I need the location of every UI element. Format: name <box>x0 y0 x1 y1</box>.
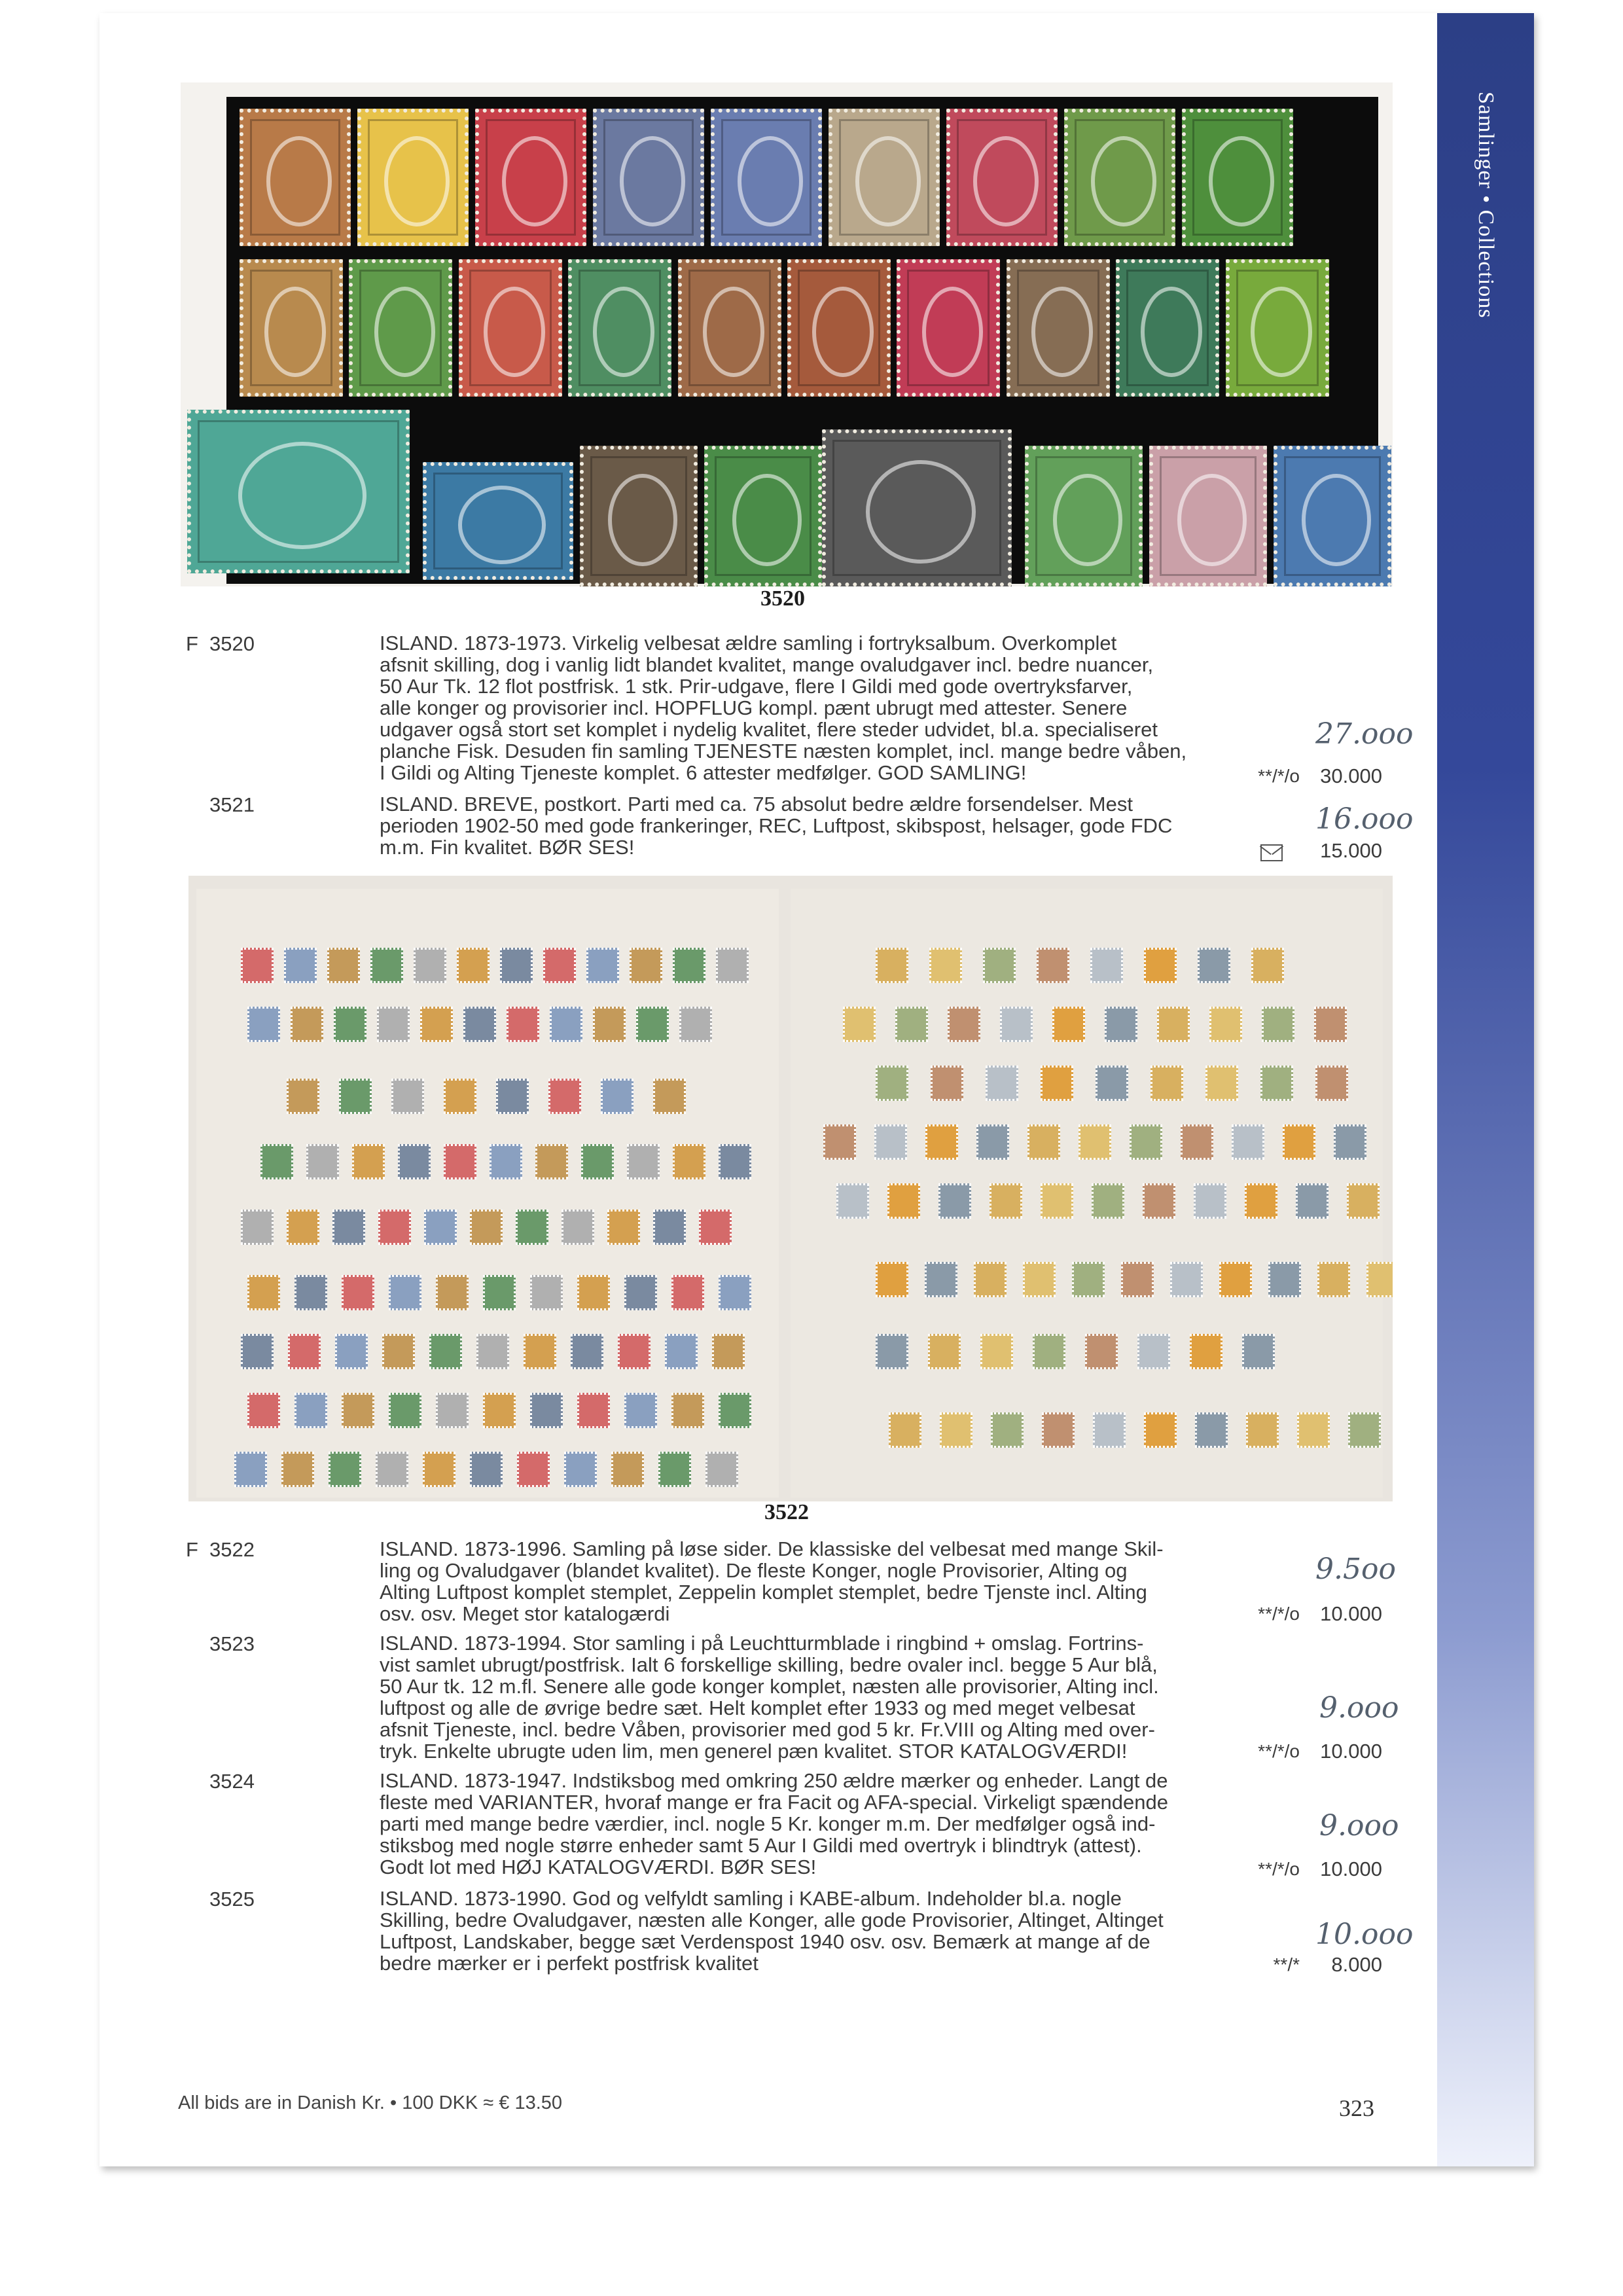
album-stamp-image <box>624 1393 657 1428</box>
page-number: 323 <box>1339 2095 1374 2121</box>
album-stamp-image <box>306 1144 339 1179</box>
description-line: fleste med VARIANTER, hvoraf mange er fra Facit og AFA-special. Virkeligt spændende <box>380 1791 1168 1814</box>
stamp-image <box>580 446 698 586</box>
album-stamp-image <box>284 948 317 983</box>
album-stamp-image <box>658 1452 691 1487</box>
stamp-image <box>946 109 1058 246</box>
description-line: ISLAND. 1873-1996. Samling på løse sider. De klassiske del velbesat med mange Skil- <box>380 1537 1164 1560</box>
album-stamp-image <box>335 1334 368 1369</box>
stamp-oval <box>703 287 764 378</box>
description-line: planche Fisk. Desuden fin samling TJENESTE næsten komplet, incl. mange bedre våben, <box>380 740 1187 762</box>
handwritten-bid: 16.ooo <box>1315 802 1414 836</box>
stamp-oval <box>620 136 685 227</box>
stamp-image <box>187 410 410 573</box>
stamp-oval <box>266 136 332 227</box>
album-stamp-image <box>1232 1124 1264 1160</box>
album-stamp-image <box>665 1334 698 1369</box>
album-stamp-image <box>370 948 403 983</box>
description-line: vist samlet ubrugt/postfrisk. Ialt 6 forskellige skilling, bedre ovaler incl. begge 5 Aur blå, <box>380 1653 1158 1676</box>
handwritten-bid: 9.ooo <box>1319 1691 1399 1725</box>
album-stamp-image <box>1027 1124 1060 1160</box>
album-stamp-image <box>673 948 705 983</box>
description-line: Skilling, bedre Ovaludgaver, næsten alle Konger, alle gode Provisorier, Altinget, Altinget <box>380 1909 1164 1931</box>
album-stamp-image <box>679 1007 712 1042</box>
album-stamp-image <box>342 1393 374 1428</box>
album-stamp-image <box>719 1393 751 1428</box>
album-stamp-image <box>517 1452 550 1487</box>
album-stamp-image <box>1041 1066 1073 1101</box>
album-stamp-image <box>630 948 662 983</box>
stamp-image <box>678 259 781 397</box>
album-stamp-image <box>699 1210 732 1245</box>
lot-price: 8.000 <box>1331 1953 1382 1976</box>
stamp-oval <box>922 287 984 378</box>
album-stamp-image <box>581 1144 614 1179</box>
lot-description <box>380 1538 1217 1624</box>
album-stamp-image <box>1268 1262 1301 1297</box>
stamp-image <box>1116 259 1219 397</box>
album-stamp-image <box>247 1393 280 1428</box>
album-stamp-image <box>1105 1007 1137 1042</box>
album-stamp-image <box>1079 1124 1111 1160</box>
album-stamp-image <box>530 1275 563 1310</box>
album-stamp-image <box>1366 1262 1393 1297</box>
album-stamp-image <box>424 1210 457 1245</box>
album-stamp-image <box>1144 948 1177 983</box>
album-stamp-image <box>1315 1066 1348 1101</box>
stamp-oval <box>238 442 366 549</box>
stamp-image <box>593 109 704 246</box>
description-line: 50 Aur tk. 12 m.fl. Senere alle gode konger komplet, næsten alle provisorier, Alting incl. <box>380 1675 1159 1698</box>
album-stamp-image <box>470 1210 503 1245</box>
album-stamp-image <box>1262 1007 1294 1042</box>
album-stamp-image <box>1037 948 1069 983</box>
album-stamp-image <box>673 1144 705 1179</box>
album-stamp-image <box>463 1007 496 1042</box>
stamp-image <box>1149 446 1267 586</box>
lot-price: 10.000 <box>1320 1857 1382 1880</box>
album-stamp-image <box>1000 1007 1033 1042</box>
album-stamp-image <box>876 948 908 983</box>
album-stamp-image <box>1033 1334 1065 1369</box>
album-stamp-image <box>329 1452 361 1487</box>
stamp-oval <box>1031 287 1093 378</box>
album-stamp-image <box>377 1007 410 1042</box>
stamp-oval <box>973 136 1039 227</box>
album-stamp-image <box>974 1262 1007 1297</box>
album-stamp-image <box>281 1452 314 1487</box>
album-stamp-image <box>948 1007 980 1042</box>
album-stamp-image <box>476 1334 509 1369</box>
album-stamp-image <box>601 1079 633 1114</box>
lot-number: 3524 <box>209 1770 255 1793</box>
album-stamp-image <box>938 1183 971 1219</box>
description-line: afsnit skilling, dog i vanlig lidt blandet kvalitet, mange ovaludgaver incl. bedre nuancer, <box>380 653 1154 676</box>
description-line: udgaver også stort set komplet i nydelig kvalitet, flere steder udvidet, bl.a. specialiseret <box>380 718 1158 741</box>
description-line: Godt lot med HØJ KATALOGVÆRDI. BØR SES! <box>380 1856 817 1878</box>
album-stamp-image <box>980 1334 1013 1369</box>
stamp-image <box>423 462 573 580</box>
album-stamp-image <box>291 1007 323 1042</box>
album-stamp-image <box>1334 1124 1366 1160</box>
stamp-oval <box>1209 136 1274 227</box>
album-stamp-image <box>524 1334 556 1369</box>
album-stamp-image <box>719 1144 751 1179</box>
description-line: ISLAND. 1873-1973. Virkelig velbesat ældre samling i fortryksalbum. Overkomplet <box>380 632 1117 655</box>
stamp-collection-photo <box>181 82 1393 586</box>
album-stamp-image <box>288 1334 321 1369</box>
album-stamp-image <box>1096 1066 1128 1101</box>
description-line: 50 Aur Tk. 12 flot postfrisk. 1 stk. Prir-udgave, flere I Gildi med gode overtryksfarver, <box>380 675 1133 698</box>
handwritten-bid: 9.ooo <box>1319 1809 1399 1842</box>
stamp-oval <box>484 287 545 378</box>
lot-number: 3523 <box>209 1632 255 1655</box>
stamp-image <box>1064 109 1175 246</box>
album-stamp-image <box>1246 1412 1279 1448</box>
handwritten-bid: 10.ooo <box>1315 1918 1414 1951</box>
album-stamp-image <box>391 1079 424 1114</box>
album-stamp-image <box>887 1183 920 1219</box>
album-stamp-image <box>1195 1412 1228 1448</box>
album-stamp-image <box>389 1393 421 1428</box>
album-stamp-image <box>376 1452 408 1487</box>
stamp-image <box>568 259 671 397</box>
stamp-image <box>787 259 891 397</box>
album-stamp-image <box>627 1144 660 1179</box>
album-stamp-image <box>1137 1334 1170 1369</box>
album-stamp-image <box>414 948 446 983</box>
album-stamp-image <box>1348 1412 1381 1448</box>
stamp-oval <box>608 474 677 567</box>
stamp-image <box>349 259 452 397</box>
album-stamp-image <box>564 1452 597 1487</box>
album-stamp-image <box>423 1452 455 1487</box>
stamp-oval <box>593 287 654 378</box>
lot-number: 3525 <box>209 1888 255 1910</box>
album-stamp-image <box>618 1334 651 1369</box>
album-pages-photo <box>188 876 1393 1501</box>
album-stamp-image <box>712 1334 745 1369</box>
album-stamp-image <box>925 1124 958 1160</box>
stamp-image <box>829 109 940 246</box>
album-stamp-image <box>1181 1124 1213 1160</box>
lot-price: 10.000 <box>1320 1740 1382 1763</box>
album-stamp-image <box>429 1334 462 1369</box>
album-stamp-image <box>624 1275 657 1310</box>
stamp-image <box>475 109 586 246</box>
album-stamp-image <box>530 1393 563 1428</box>
album-stamp-image <box>991 1412 1024 1448</box>
album-stamp-image <box>611 1452 644 1487</box>
album-stamp-image <box>483 1275 516 1310</box>
album-stamp-image <box>836 1183 869 1219</box>
handwritten-bid: 9.5oo <box>1315 1552 1396 1586</box>
stamp-oval <box>1177 474 1247 567</box>
album-stamp-image <box>436 1275 469 1310</box>
album-stamp-image <box>382 1334 415 1369</box>
stamp-oval <box>1091 136 1156 227</box>
album-stamp-image <box>234 1452 267 1487</box>
album-stamp-image <box>490 1144 522 1179</box>
album-stamp-image <box>327 948 360 983</box>
description-line: tryk. Enkelte ubrugte uden lim, men generel pæn kvalitet. STOR KATALOGVÆRDI! <box>380 1740 1128 1763</box>
album-stamp-image <box>1296 1183 1329 1219</box>
album-stamp-image <box>1198 948 1230 983</box>
stamp-image <box>1007 259 1110 397</box>
stamp-oval <box>374 287 436 378</box>
album-stamp-image <box>1314 1007 1347 1042</box>
album-stamp-image <box>671 1275 704 1310</box>
stamp-image <box>822 429 1012 586</box>
album-stamp-image <box>925 1262 957 1297</box>
album-stamp-image <box>260 1144 293 1179</box>
album-stamp-image <box>976 1124 1009 1160</box>
stamp-image <box>1226 259 1329 397</box>
stamp-image <box>240 109 351 246</box>
lot-number: 3521 <box>209 793 255 816</box>
album-stamp-image <box>1023 1262 1056 1297</box>
album-stamp-image <box>1042 1412 1075 1448</box>
album-stamp-image <box>294 1393 327 1428</box>
album-stamp-image <box>1297 1412 1330 1448</box>
album-stamp-image <box>1072 1262 1105 1297</box>
description-line: stiksbog med nogle større enheder samt 5 Aur I Gildi med overtryk i blindtryk (attest). <box>380 1834 1142 1857</box>
description-line: ISLAND. 1873-1947. Indstiksbog med omkring 250 ældre mærker og enheder. Langt de <box>380 1769 1168 1792</box>
album-stamp-image <box>535 1144 568 1179</box>
section-title-text: Samlinger • Collections <box>1474 92 1498 319</box>
album-stamp-image <box>705 1452 738 1487</box>
description-line: I Gildi og Alting Tjeneste komplet. 6 attester medfølger. GOD SAMLING! <box>380 761 1027 784</box>
lot-description <box>380 632 1217 783</box>
lot-description <box>380 1770 1217 1878</box>
stamp-oval <box>732 474 802 567</box>
album-stamp-image <box>562 1210 594 1245</box>
album-stamp-image <box>516 1210 548 1245</box>
stamp-image <box>704 446 822 586</box>
album-stamp-image <box>420 1007 453 1042</box>
figure-label-3522: 3522 <box>764 1500 809 1524</box>
album-stamp-image <box>593 1007 626 1042</box>
album-stamp-image <box>1347 1183 1380 1219</box>
album-stamp-image <box>241 1210 274 1245</box>
album-stamp-image <box>983 948 1016 983</box>
album-stamp-image <box>986 1066 1018 1101</box>
stamp-image <box>357 109 469 246</box>
lot-prefix: F <box>186 632 198 655</box>
lot-price: 30.000 <box>1320 764 1382 787</box>
album-stamp-image <box>1219 1262 1252 1297</box>
album-stamp-image <box>241 1334 274 1369</box>
album-stamp-image <box>940 1412 972 1448</box>
figure-label-3520: 3520 <box>760 586 805 611</box>
album-stamp-image <box>507 1007 539 1042</box>
album-stamp-image <box>1251 948 1284 983</box>
album-stamp-image <box>1194 1183 1226 1219</box>
stamp-oval <box>855 136 921 227</box>
stamp-image <box>1025 446 1143 586</box>
album-stamp-image <box>719 1275 751 1310</box>
album-stamp-image <box>653 1079 686 1114</box>
lot-description <box>380 1888 1217 1974</box>
album-stamp-image <box>444 1079 476 1114</box>
lot-number: 3520 <box>209 632 255 655</box>
album-stamp-image <box>483 1393 516 1428</box>
album-stamp-image <box>716 948 749 983</box>
lot-condition: **/*/o <box>1258 766 1300 786</box>
album-stamp-image <box>1283 1124 1315 1160</box>
album-stamp-image <box>1143 1183 1175 1219</box>
description-line: Alting Luftpost komplet stemplet, Zeppelin komplet stemplet, bedre Tjenste incl. Alting <box>380 1581 1147 1604</box>
lot-description <box>380 793 1217 858</box>
lot-number: 3522 <box>209 1538 255 1561</box>
description-line: luftpost og alle de øvrige bedre sæt. Helt komplet efter 1933 og med meget velbesat <box>380 1696 1135 1719</box>
album-stamp-image <box>247 1275 280 1310</box>
album-stamp-image <box>398 1144 431 1179</box>
album-stamp-image <box>586 948 619 983</box>
description-line: ling og Ovaludgaver (blandet kvalitet). De fleste Konger, nogle Provisorier, Alting og <box>380 1559 1128 1582</box>
album-stamp-image <box>378 1210 411 1245</box>
album-stamp-image <box>607 1210 640 1245</box>
footer-note: All bids are in Danish Kr. • 100 DKK ≈ € 13.50 <box>178 2092 563 2113</box>
stamp-oval <box>458 486 546 564</box>
album-stamp-image <box>496 1079 529 1114</box>
description-line: afsnit Tjeneste, incl. bedre Våben, provisorier med god 5 kr. Fr.VIII og Alting med over- <box>380 1718 1155 1741</box>
description-line: osv. osv. Meget stor katalogærdi <box>380 1602 670 1625</box>
album-stamp-image <box>928 1334 961 1369</box>
stamp-oval <box>1302 474 1371 567</box>
stamp-oval <box>502 136 567 227</box>
album-stamp-image <box>876 1334 908 1369</box>
album-stamp-image <box>1085 1334 1118 1369</box>
stamp-oval <box>1141 287 1202 378</box>
stamp-oval <box>264 287 326 378</box>
description-line: ISLAND. 1873-1994. Stor samling i på Leuchtturmblade i ringbind + omslag. Fortrins- <box>380 1632 1144 1655</box>
stamp-oval <box>1251 287 1312 378</box>
stamp-oval <box>812 287 874 378</box>
stamp-oval <box>1053 474 1122 567</box>
album-stamp-image <box>247 1007 280 1042</box>
lot-price: 15.000 <box>1320 839 1382 862</box>
description-line: perioden 1902-50 med gode frankeringer, REC, Luftpost, skibspost, helsager, gode FDC <box>380 814 1173 837</box>
description-line: m.m. Fin kvalitet. BØR SES! <box>380 836 635 859</box>
album-stamp-image <box>457 948 490 983</box>
description-line: alle konger og provisorier incl. HOPFLUG kompl. pænt ubrugt med attester. Senere <box>380 696 1128 719</box>
album-stamp-image <box>287 1079 319 1114</box>
lot-condition: **/*/o <box>1258 1604 1300 1624</box>
album-stamp-image <box>1317 1262 1350 1297</box>
album-stamp-image <box>577 1275 610 1310</box>
section-title <box>1437 92 1534 484</box>
album-stamp-image <box>444 1144 476 1179</box>
description-line: bedre mærker er i perfekt postfrisk kvalitet <box>380 1952 758 1975</box>
album-stamp-image <box>1157 1007 1190 1042</box>
album-stamp-image <box>342 1275 374 1310</box>
stamp-oval <box>384 136 450 227</box>
album-stamp-image <box>1245 1183 1277 1219</box>
album-stamp-image <box>1121 1262 1154 1297</box>
album-stamp-image <box>1052 1007 1085 1042</box>
album-stamp-image <box>929 948 962 983</box>
album-stamp-image <box>436 1393 469 1428</box>
album-stamp-image <box>543 948 576 983</box>
album-stamp-image <box>470 1452 503 1487</box>
stamp-image <box>240 259 343 397</box>
stamp-image <box>1182 109 1293 246</box>
album-stamp-image <box>1093 1412 1126 1448</box>
description-line: ISLAND. BREVE, postkort. Parti med ca. 75 absolut bedre ældre forsendelser. Mest <box>380 793 1133 816</box>
album-stamp-image <box>1092 1183 1124 1219</box>
lot-prefix: F <box>186 1538 198 1561</box>
description-line: parti med mange bedre værdier, incl. nogle 5 Kr. konger m.m. Der medfølger også ind- <box>380 1812 1156 1835</box>
lot-price: 10.000 <box>1320 1602 1382 1625</box>
album-stamp-image <box>1260 1066 1293 1101</box>
album-stamp-image <box>577 1393 610 1428</box>
stamp-image <box>1274 446 1391 586</box>
album-stamp-image <box>1130 1124 1162 1160</box>
stamp-oval <box>738 136 803 227</box>
album-stamp-image <box>352 1144 385 1179</box>
album-stamp-image <box>1205 1066 1238 1101</box>
album-stamp-image <box>1242 1334 1275 1369</box>
album-stamp-image <box>636 1007 669 1042</box>
album-stamp-image <box>1170 1262 1203 1297</box>
album-stamp-image <box>287 1210 319 1245</box>
album-stamp-image <box>339 1079 372 1114</box>
envelope-icon <box>1260 844 1283 861</box>
album-stamp-image <box>1041 1183 1073 1219</box>
lot-description <box>380 1632 1217 1762</box>
album-stamp-image <box>1090 948 1123 983</box>
album-stamp-image <box>294 1275 327 1310</box>
album-stamp-image <box>1209 1007 1242 1042</box>
album-stamp-image <box>895 1007 928 1042</box>
stamp-oval <box>866 460 976 564</box>
album-stamp-image <box>241 948 274 983</box>
album-stamp-image <box>653 1210 686 1245</box>
album-stamp-image <box>1190 1334 1222 1369</box>
album-stamp-image <box>671 1393 704 1428</box>
album-stamp-image <box>548 1079 581 1114</box>
album-stamp-image <box>843 1007 876 1042</box>
album-stamp-image <box>823 1124 856 1160</box>
lot-condition: **/* <box>1273 1954 1300 1975</box>
album-stamp-image <box>1144 1412 1177 1448</box>
album-stamp-image <box>874 1124 907 1160</box>
description-line: ISLAND. 1873-1990. God og velfyldt samling i KABE-album. Indeholder bl.a. nogle <box>380 1887 1122 1910</box>
lot-condition: **/*/o <box>1258 1859 1300 1879</box>
handwritten-bid: 27.ooo <box>1315 717 1414 751</box>
stamp-image <box>711 109 822 246</box>
album-stamp-image <box>332 1210 365 1245</box>
album-stamp-image <box>334 1007 366 1042</box>
album-stamp-image <box>876 1262 908 1297</box>
album-stamp-image <box>550 1007 582 1042</box>
lot-condition: **/*/o <box>1258 1741 1300 1761</box>
album-stamp-image <box>1150 1066 1183 1101</box>
description-line: Luftpost, Landskaber, begge sæt Verdenspost 1940 osv. osv. Bemærk at mange af de <box>380 1930 1150 1953</box>
album-stamp-image <box>931 1066 963 1101</box>
album-stamp-image <box>389 1275 421 1310</box>
album-stamp-image <box>571 1334 603 1369</box>
stamp-image <box>459 259 562 397</box>
album-stamp-image <box>876 1066 908 1101</box>
album-stamp-image <box>990 1183 1022 1219</box>
stamp-image <box>897 259 1000 397</box>
album-stamp-image <box>500 948 533 983</box>
album-stamp-image <box>889 1412 921 1448</box>
